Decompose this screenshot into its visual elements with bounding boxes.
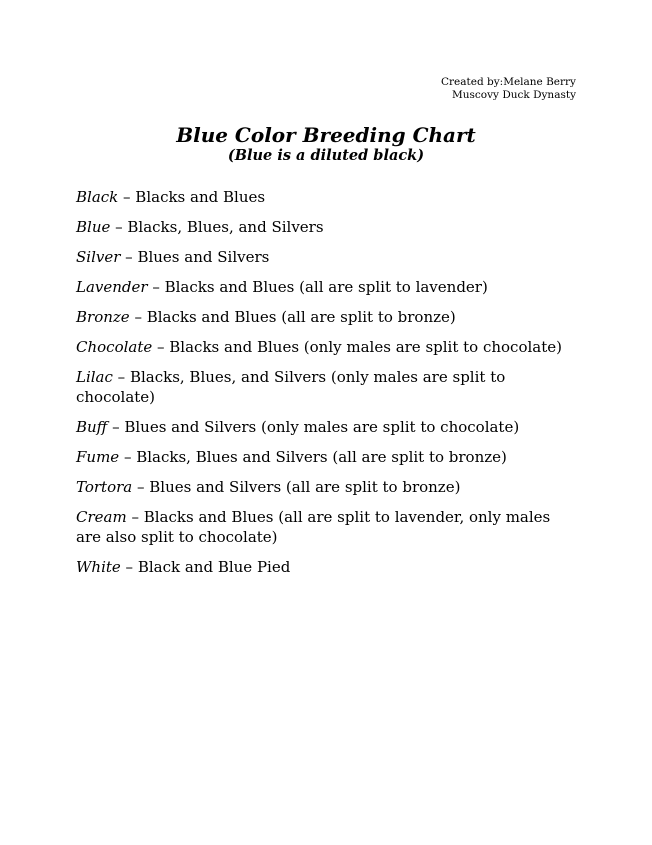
page-subtitle: (Blue is a diluted black)	[227, 147, 425, 164]
list-item	[76, 477, 576, 497]
breeding-result: – Blacks and Blues (all are split to bronze)	[129, 308, 456, 326]
breeding-result: – Black and Blue Pied	[120, 558, 291, 576]
breeding-result: – Blacks and Blues	[118, 188, 266, 206]
page-title: Blue Color Breeding Chart	[176, 123, 476, 147]
breeding-result: – Blacks, Blues, and Silvers (only males are split to chocolate)	[76, 368, 506, 406]
list-item	[76, 187, 576, 207]
color-name: Black	[76, 188, 119, 206]
color-name: Tortora	[76, 478, 133, 496]
list-item	[76, 217, 576, 237]
credit-source: Muscovy Duck Dynasty	[452, 89, 576, 101]
color-name: Bronze	[76, 308, 130, 326]
breeding-result: – Blues and Silvers (only males are split to chocolate)	[107, 418, 520, 436]
breeding-result: – Blues and Silvers	[120, 248, 270, 266]
list-item	[76, 507, 576, 547]
list-item	[76, 447, 576, 467]
color-name: Fume	[76, 448, 120, 466]
breeding-result: – Blacks and Blues (all are split to lavender)	[147, 278, 488, 296]
breeding-result: – Blacks, Blues, and Silvers	[110, 218, 324, 236]
color-name: Lilac	[76, 368, 113, 386]
title-block	[0, 123, 652, 164]
list-item	[76, 337, 576, 357]
color-name: White	[76, 558, 121, 576]
list-item	[76, 277, 576, 297]
credit-author: Created by:Melane Berry	[440, 76, 576, 88]
breeding-result: – Blacks and Blues (all are split to lavender, only males are also split to chocolate)	[76, 508, 551, 546]
color-name: Cream	[76, 508, 127, 526]
list-item	[76, 247, 576, 267]
breeding-result: – Blacks, Blues and Silvers (all are split to bronze)	[119, 448, 507, 466]
color-name: Lavender	[76, 278, 148, 296]
color-name: Blue	[76, 218, 111, 236]
breeding-list	[76, 187, 576, 587]
credit-block	[441, 76, 576, 102]
breeding-result: – Blues and Silvers (all are split to bronze)	[132, 478, 461, 496]
color-name: Buff	[76, 418, 108, 436]
color-name: Chocolate	[76, 338, 153, 356]
list-item	[76, 417, 576, 437]
color-name: Silver	[76, 248, 121, 266]
breeding-result: – Blacks and Blues (only males are split to chocolate)	[152, 338, 562, 356]
list-item	[76, 557, 576, 577]
list-item	[76, 307, 576, 327]
list-item	[76, 367, 576, 407]
